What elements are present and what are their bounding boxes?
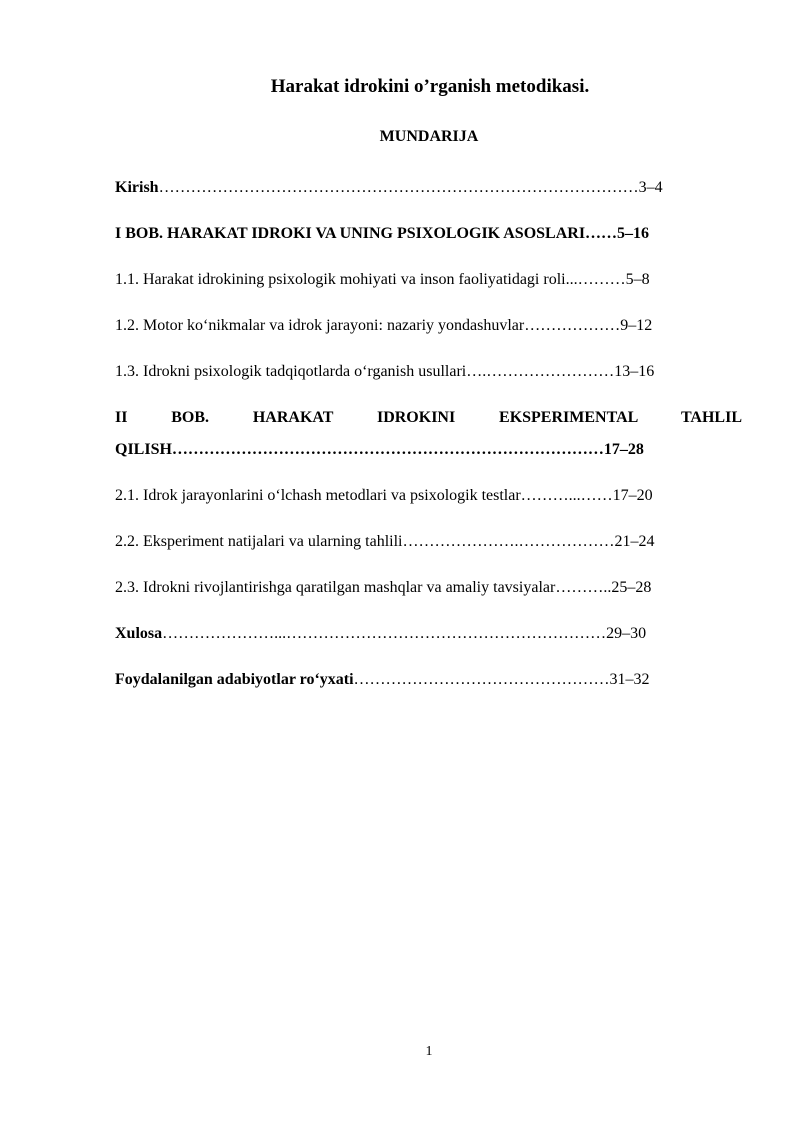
- page-title: Harakat idrokini o’rganish metodikasi.: [270, 76, 590, 97]
- toc-entry-2-2[interactable]: [115, 526, 742, 558]
- table-of-contents: [115, 172, 742, 710]
- toc-entry-title: 2.3. Idrokni rivojlantirishga qaratilgan mashqlar va amaliy tavsiyalar: [115, 579, 556, 596]
- toc-entry-title: II BOB. HARAKAT IDROKINI EKSPERIMENTAL TAHLIL: [115, 409, 742, 426]
- toc-heading: MUNDARIJA: [379, 128, 479, 145]
- toc-leader-dots: …………………………………………: [353, 671, 610, 688]
- toc-entry-title: Xulosa: [115, 625, 163, 642]
- toc-entry-title: Kirish: [115, 179, 159, 196]
- toc-entry-2-1[interactable]: [115, 480, 742, 512]
- toc-entry-title: 2.1. Idrok jarayonlarini o‘lchash metodlari va psixologik testlar: [115, 487, 521, 504]
- toc-leader-dots: ………...……: [520, 487, 613, 504]
- toc-leader-dots: …………………...……………………………………………………: [162, 625, 607, 642]
- toc-entry-title: 2.2. Eksperiment natijalari va ularning tahlili: [115, 533, 403, 550]
- toc-entry-pages: 5–8: [625, 271, 650, 288]
- toc-entry-pages: 17–28: [603, 441, 644, 458]
- toc-entry-pages: 13–16: [614, 363, 655, 380]
- toc-entry-pages: 29–30: [606, 625, 647, 642]
- toc-entry-chapter-1[interactable]: [115, 218, 742, 250]
- toc-entry-1-3[interactable]: [115, 356, 742, 388]
- toc-entry-title: 1.2. Motor ko‘nikmalar va idrok jarayoni: nazariy yondashuvlar: [115, 317, 525, 334]
- toc-entry-xulosa[interactable]: [115, 618, 742, 650]
- toc-entry-title: 1.3. Idrokni psixologik tadqiqotlarda o‘rganish usullari: [115, 363, 467, 380]
- toc-entry-title-continued: QILISH: [115, 441, 172, 458]
- toc-leader-dots: ….……………………: [466, 363, 615, 380]
- toc-entry-title: 1.1. Harakat idrokining psixologik mohiyati va inson faoliyatidagi roli: [115, 271, 566, 288]
- toc-entry-pages: 5–16: [617, 225, 650, 242]
- toc-entry-title: Foydalanilgan adabiyotlar ro‘yxati: [115, 671, 354, 688]
- toc-leader-dots: ……: [585, 225, 618, 242]
- toc-leader-dots: ………………………………………………………………………: [171, 441, 604, 458]
- toc-entry-1-2[interactable]: [115, 310, 742, 342]
- toc-entry-pages: 25–28: [611, 579, 652, 596]
- toc-entry-pages: 31–32: [609, 671, 650, 688]
- toc-entry-pages: 3–4: [638, 179, 663, 196]
- toc-leader-dots: ...………: [565, 271, 626, 288]
- toc-entry-pages: 21–24: [614, 533, 655, 550]
- toc-entry-2-3[interactable]: [115, 572, 742, 604]
- toc-entry-title: I BOB. HARAKAT IDROKI VA UNING PSIXOLOGIK ASOSLARI: [115, 225, 586, 242]
- toc-leader-dots: ………………….………………: [402, 533, 615, 550]
- toc-entry-references[interactable]: [115, 664, 742, 696]
- toc-leader-dots: ………………………………………………………………………………: [158, 179, 639, 196]
- toc-entry-kirish[interactable]: [115, 172, 742, 204]
- page-number: 1: [425, 1044, 433, 1059]
- toc-leader-dots: ………..: [555, 579, 612, 596]
- toc-entry-chapter-2[interactable]: [115, 402, 742, 466]
- toc-entry-pages: 9–12: [620, 317, 653, 334]
- toc-entry-1-1[interactable]: [115, 264, 742, 296]
- toc-entry-pages: 17–20: [612, 487, 653, 504]
- toc-leader-dots: ………………: [524, 317, 621, 334]
